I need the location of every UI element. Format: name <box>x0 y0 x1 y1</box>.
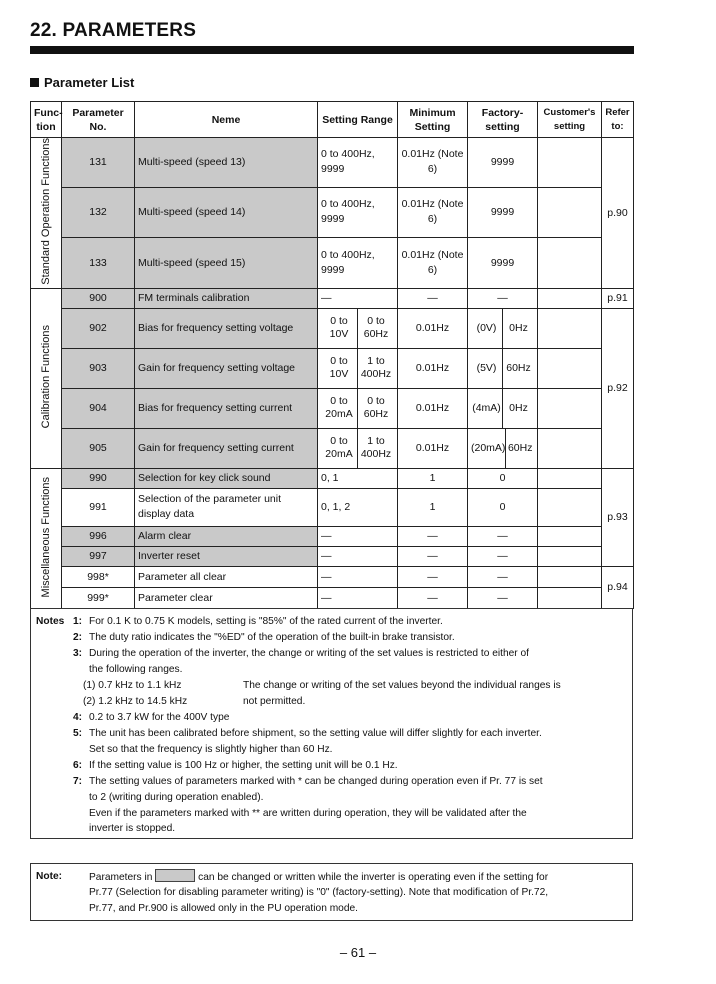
setting-range: — <box>318 587 398 608</box>
range-input: 0 to 10V <box>329 355 349 381</box>
param-name: Gain for frequency setting voltage <box>135 348 318 388</box>
header-customers-setting: Customer's setting <box>538 102 602 138</box>
customer-setting <box>538 526 602 546</box>
customer-setting <box>538 468 602 488</box>
table-row <box>31 237 634 288</box>
table-row <box>31 388 634 428</box>
param-name: Bias for frequency setting current <box>135 388 318 428</box>
param-no: 990 <box>62 468 135 488</box>
factory-input: (5V) <box>476 361 497 374</box>
note-text: The unit has been calibrated before shipment, so the setting value will differ slightly for each inverter. <box>89 728 542 739</box>
factory-output: 60Hz <box>502 349 534 388</box>
minimum-setting: 0.01Hz <box>398 428 468 468</box>
param-no: 904 <box>62 388 135 428</box>
minimum-setting: 1 <box>398 488 468 526</box>
note-line-1-a: Parameters in <box>89 872 153 883</box>
group-miscellaneous <box>31 468 62 608</box>
setting-range: — <box>318 288 398 308</box>
param-no: 905 <box>62 428 135 468</box>
setting-range: — <box>318 526 398 546</box>
note-number: 2: <box>73 632 83 643</box>
factory-output: 60Hz <box>505 429 534 468</box>
param-no: 902 <box>62 308 135 348</box>
header-parameter-no: Parameter No. <box>62 102 135 138</box>
param-name: FM terminals calibration <box>135 288 318 308</box>
param-name: Multi-speed (speed 14) <box>135 187 318 237</box>
refer-page: p.93 <box>602 468 634 566</box>
param-name: Multi-speed (speed 15) <box>135 237 318 288</box>
note-number: 6: <box>73 760 83 771</box>
param-name: Inverter reset <box>135 546 318 566</box>
note-text: Even if the parameters marked with ** are written during operation, they will be validated after the <box>89 808 527 819</box>
param-no: 133 <box>62 237 135 288</box>
setting-range <box>318 428 398 468</box>
section-heading-text: Parameter List <box>44 75 135 90</box>
table-row <box>31 526 634 546</box>
customer-setting <box>538 308 602 348</box>
range-input: 0 to 10V <box>329 315 349 341</box>
minimum-setting: 0.01Hz <box>398 348 468 388</box>
factory-setting: — <box>468 566 538 587</box>
minimum-setting: — <box>398 546 468 566</box>
param-name: Selection for key click sound <box>135 468 318 488</box>
table-row <box>31 348 634 388</box>
customer-setting <box>538 388 602 428</box>
customer-setting <box>538 566 602 587</box>
factory-input: (4mA) <box>472 401 501 414</box>
table-row <box>31 138 634 188</box>
factory-setting: 0 <box>468 488 538 526</box>
note-box <box>30 863 633 921</box>
square-bullet-icon <box>30 78 39 87</box>
note-number: 3: <box>73 648 83 659</box>
note-label: Note: <box>36 871 63 882</box>
minimum-setting: — <box>398 587 468 608</box>
note-text: During the operation of the inverter, the change or writing of the set values is restricted to either of <box>89 648 530 659</box>
customer-setting <box>538 488 602 526</box>
header-name: Neme <box>135 102 318 138</box>
refer-page: p.94 <box>602 566 634 608</box>
param-name: Parameter all clear <box>135 566 318 587</box>
param-no: 998* <box>62 566 135 587</box>
factory-setting: 9999 <box>468 237 538 288</box>
param-name: Selection of the parameter unit display data <box>135 488 318 526</box>
title-rule <box>30 46 634 54</box>
factory-input: (20mA) <box>471 441 506 454</box>
param-no: 903 <box>62 348 135 388</box>
range-1-label: (1) 0.7 kHz to 1.1 kHz <box>83 680 182 691</box>
note-line-1 <box>89 869 548 887</box>
customer-setting <box>538 428 602 468</box>
note-text: If the setting value is 100 Hz or higher, the setting unit will be 0.1 Hz. <box>89 760 398 771</box>
setting-range: — <box>318 546 398 566</box>
note-text: the following ranges. <box>89 664 183 675</box>
param-no: 132 <box>62 187 135 237</box>
range-output: 0 to 60Hz <box>357 389 394 428</box>
table-row <box>31 468 634 488</box>
param-name: Multi-speed (speed 13) <box>135 138 318 188</box>
table-row <box>31 488 634 526</box>
note-text: 0.2 to 3.7 kW for the 400V type <box>89 712 230 723</box>
param-no: 997 <box>62 546 135 566</box>
refer-page: p.90 <box>602 138 634 289</box>
minimum-setting: 0.01Hz <box>398 308 468 348</box>
customer-setting <box>538 587 602 608</box>
param-name: Gain for frequency setting current <box>135 428 318 468</box>
param-no: 900 <box>62 288 135 308</box>
factory-setting: 9999 <box>468 187 538 237</box>
note-line-2: Pr.77 (Selection for disabling parameter writing) is "0" (factory-setting). Note that modification of Pr.72, <box>89 887 549 898</box>
section-heading <box>30 75 134 90</box>
note-number: 5: <box>73 728 83 739</box>
param-no: 131 <box>62 138 135 188</box>
note-text: to 2 (writing during operation enabled). <box>89 792 264 803</box>
setting-range <box>318 348 398 388</box>
table-row <box>31 546 634 566</box>
customer-setting <box>538 288 602 308</box>
minimum-setting: 1 <box>398 468 468 488</box>
setting-range: 0 to 400Hz, 9999 <box>318 187 398 237</box>
table-row <box>31 288 634 308</box>
table-row <box>31 187 634 237</box>
customer-setting <box>538 348 602 388</box>
param-no: 999* <box>62 587 135 608</box>
setting-range <box>318 308 398 348</box>
header-function: Func-tion <box>31 102 62 138</box>
factory-setting: 0 <box>468 468 538 488</box>
minimum-setting: 0.01Hz (Note 6) <box>398 187 468 237</box>
setting-range: 0 to 400Hz, 9999 <box>318 138 398 188</box>
factory-setting <box>468 308 538 348</box>
header-setting-range: Setting Range <box>318 102 398 138</box>
range-input: 0 to 20mA <box>325 435 353 461</box>
note-line-3: Pr.77, and Pr.900 is allowed only in the PU operation mode. <box>89 903 359 914</box>
param-name: Alarm clear <box>135 526 318 546</box>
factory-setting <box>468 388 538 428</box>
param-no: 991 <box>62 488 135 526</box>
note-text: inverter is stopped. <box>89 823 176 834</box>
range-output: 1 to 400Hz <box>357 429 394 468</box>
param-name: Parameter clear <box>135 587 318 608</box>
notes-box <box>30 608 633 839</box>
table-row <box>31 566 634 587</box>
note-text: Set so that the frequency is slightly higher than 60 Hz. <box>89 744 333 755</box>
minimum-setting: — <box>398 566 468 587</box>
group-label: Standard Operation Functions <box>40 138 52 285</box>
header-minimum-setting: Minimum Setting <box>398 102 468 138</box>
setting-range: 0, 1 <box>318 468 398 488</box>
minimum-setting: — <box>398 526 468 546</box>
note-number: 4: <box>73 712 83 723</box>
parameter-table <box>30 101 634 609</box>
factory-input: (0V) <box>476 321 497 334</box>
refer-page: p.92 <box>602 308 634 468</box>
refer-page: p.91 <box>602 288 634 308</box>
range-2-text: not permitted. <box>243 696 306 707</box>
setting-range <box>318 388 398 428</box>
note-text: The setting values of parameters marked with * can be changed during operation even if Pr. 77 is set <box>89 776 543 787</box>
range-2-label: (2) 1.2 kHz to 14.5 kHz <box>83 696 188 707</box>
shaded-swatch-icon <box>155 869 195 882</box>
page-title: 22. PARAMETERS <box>30 20 197 41</box>
setting-range: 0, 1, 2 <box>318 488 398 526</box>
minimum-setting: 0.01Hz <box>398 388 468 428</box>
factory-setting <box>468 428 538 468</box>
note-text: For 0.1 K to 0.75 K models, setting is "85%" of the rated current of the inverter. <box>89 616 443 627</box>
header-factory-setting: Factory-setting <box>468 102 538 138</box>
param-no: 996 <box>62 526 135 546</box>
factory-setting: — <box>468 546 538 566</box>
group-label: Miscellaneous Functions <box>40 476 52 597</box>
page-number: – 61 – <box>339 945 377 960</box>
customer-setting <box>538 546 602 566</box>
note-number: 7: <box>73 776 83 787</box>
notes-label: Notes <box>36 616 65 627</box>
table-row <box>31 428 634 468</box>
note-number: 1: <box>73 616 83 627</box>
range-1-text: The change or writing of the set values beyond the individual ranges is <box>243 680 561 691</box>
factory-output: 0Hz <box>502 309 534 348</box>
customer-setting <box>538 187 602 237</box>
group-calibration <box>31 288 62 468</box>
note-line-1-b: can be changed or written while the inverter is operating even if the setting for <box>198 872 549 883</box>
group-label: Calibration Functions <box>40 325 52 429</box>
range-output: 0 to 60Hz <box>357 309 394 348</box>
setting-range: 0 to 400Hz, 9999 <box>318 237 398 288</box>
minimum-setting: — <box>398 288 468 308</box>
table-row <box>31 587 634 608</box>
customer-setting <box>538 138 602 188</box>
customer-setting <box>538 237 602 288</box>
setting-range: — <box>318 566 398 587</box>
group-standard-operation <box>31 138 62 289</box>
range-output: 1 to 400Hz <box>357 349 394 388</box>
factory-output: 0Hz <box>502 389 534 428</box>
factory-setting: 9999 <box>468 138 538 188</box>
note-text: The duty ratio indicates the "%ED" of the operation of the built-in brake transistor. <box>89 632 455 643</box>
factory-setting: — <box>468 587 538 608</box>
range-input: 0 to 20mA <box>325 395 353 421</box>
minimum-setting: 0.01Hz (Note 6) <box>398 237 468 288</box>
minimum-setting: 0.01Hz (Note 6) <box>398 138 468 188</box>
table-row <box>31 308 634 348</box>
factory-setting: — <box>468 526 538 546</box>
factory-setting <box>468 348 538 388</box>
factory-setting: — <box>468 288 538 308</box>
header-refer-to: Refer to: <box>602 102 634 138</box>
param-name: Bias for frequency setting voltage <box>135 308 318 348</box>
